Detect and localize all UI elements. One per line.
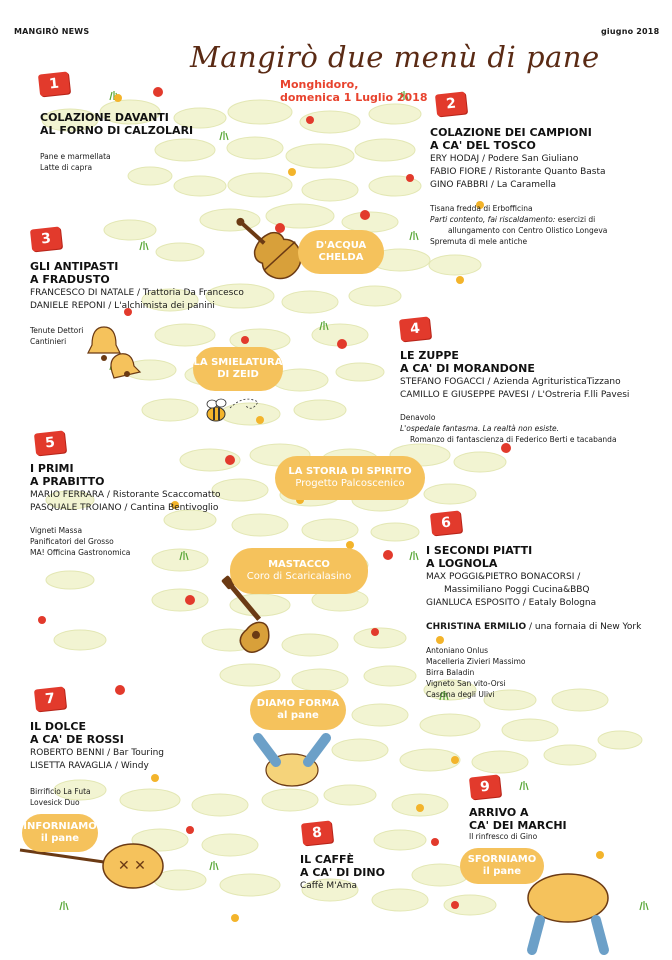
stop-title: A CA' DEL TOSCO (430, 139, 536, 152)
activity-bubble (460, 848, 544, 884)
bells-icon (88, 327, 140, 378)
activity-title: LA SMIELATURA (193, 357, 283, 368)
stop-number-badge: 6 (430, 510, 462, 535)
svg-text:✕ ✕: ✕ ✕ (118, 858, 146, 874)
stop-extra: Birrificio La Futa (30, 787, 91, 796)
stop-extra: Macelleria Zivieri Massimo (426, 657, 526, 666)
stop-title: LE ZUPPE (400, 349, 459, 362)
stop-extra: MA! Officina Gastronomica (30, 548, 131, 557)
activity-subtitle: il pane (482, 866, 522, 877)
stop-extra-italic: Parti contento, fai riscaldamento: (430, 215, 556, 224)
stop-person: DANIELE REPONI / L'alchimista dei panini (30, 301, 215, 311)
stop-number-badge: 7 (34, 686, 66, 711)
stop-title: ARRIVO A (469, 806, 529, 819)
special-guest-name: CHRISTINA ERMILIO (426, 622, 527, 632)
stop-extra: Latte di capra (40, 163, 93, 172)
stop-person: CAMILLO E GIUSEPPE PAVESI / L'Ostreria F.lli Pavesi (400, 390, 630, 400)
activity-subtitle: Coro di Scaricalasino (246, 571, 352, 582)
stop-title: A FRADUSTO (30, 273, 110, 286)
stop-title: A CA' DI DINO (300, 866, 385, 879)
page-title: Mangirò due menù di pane (190, 40, 600, 74)
stop-person: FABIO FIORE / Ristorante Quanto Basta (430, 167, 606, 177)
event-date: domenica 1 Luglio 2018 (280, 91, 428, 104)
stop-person: LISETTA RAVAGLIA / Windy (30, 761, 149, 771)
newsletter-name: MANGIRÒ NEWS (14, 27, 90, 36)
activity-subtitle: il pane (40, 833, 80, 844)
stop-number-badge: 1 (38, 71, 70, 96)
stop-person: MARIO FERRARA / Ristorante Scaccomatto (30, 490, 221, 500)
special-guest-role: / una fornaia di New York (526, 622, 642, 632)
activity-title: INFORNIAMO (23, 821, 97, 832)
stop-extra: L'ospedale fantasma. La realtà non esiste. (400, 424, 560, 433)
stop-number-badge: 4 (399, 316, 431, 341)
stop-number-badge: 3 (30, 226, 62, 251)
stop-person: ROBERTO BENNI / Bar Touring (30, 748, 165, 758)
stop-number-badge: 5 (34, 430, 66, 455)
activity-title: SFORNIAMO (467, 854, 537, 865)
stop-person: GIANLUCA ESPOSITO / Eataly Bologna (426, 598, 597, 608)
stop-extra: Caffè M'Ama (300, 881, 358, 891)
stop-extra: Cantinieri (30, 337, 67, 346)
stop-extra: Tenute Dettori (30, 326, 84, 335)
stop-extra (430, 215, 595, 225)
bread-hands-icon (528, 874, 608, 950)
stop-title: A CA' DI MORANDONE (400, 362, 535, 375)
stop-person: STEFANO FOGACCI / Azienda AgrituristicaTizzano (400, 377, 621, 387)
stop-title: AL FORNO DI CALZOLARI (40, 124, 194, 137)
activity-subtitle: al pane (277, 710, 319, 721)
activity-bubble (193, 347, 283, 391)
stop-title: IL CAFFÈ (300, 853, 355, 866)
event-place: Monghidoro, (280, 78, 359, 91)
activity-subtitle: Progetto Palcoscenico (295, 478, 405, 489)
stop-title: I SECONDI PIATTI (426, 544, 533, 557)
activity-bubble (22, 814, 98, 852)
activity-title: D'ACQUA (315, 240, 367, 251)
stop-title: A PRABITTO (30, 475, 105, 488)
stop-title: CA' DEI MARCHI (469, 819, 567, 832)
issue-date: giugno 2018 (601, 27, 660, 36)
activity-title: DIAMO FORMA (256, 698, 340, 709)
stop-extra: Antoniano Onlus (426, 646, 488, 655)
stop-special-guest (426, 621, 641, 633)
activity-title: MASTACCO (268, 559, 330, 570)
stop-person: ERY HODAJ / Podere San Giuliano (430, 154, 579, 164)
dough-hands-icon (258, 738, 326, 786)
stop-number-badge: 9 (469, 774, 501, 799)
stop-person: PASQUALE TROIANO / Cantina Bentivoglio (30, 503, 219, 513)
stop-extra: Vigneto San vito-Orsi (426, 679, 506, 688)
stop-extra: Cascina degli Ulivi (426, 690, 495, 699)
activity-bubble (275, 456, 425, 500)
activity-bubble (250, 690, 346, 730)
stop-extra-text: esercizi di (557, 215, 596, 224)
stop-title: COLAZIONE DAVANTI (40, 111, 169, 124)
stop-extra: Panificatori del Grosso (30, 537, 114, 546)
stop-title: A CA' DE ROSSI (30, 733, 124, 746)
stop-extra: allungamento con Centro Olistico Longeva (448, 226, 608, 235)
stop-extra: Vigneti Massa (30, 526, 83, 535)
stop-person: GINO FABBRI / La Caramella (430, 180, 557, 190)
stop-extra: Il rinfresco di Gino (469, 832, 538, 841)
stop-title: I PRIMI (30, 462, 74, 475)
stop-extra: Pane e marmellata (40, 152, 111, 161)
stop-number-badge: 2 (435, 91, 467, 116)
stop-title: GLI ANTIPASTI (30, 260, 119, 273)
stop-person: MAX POGGI&PIETRO BONACORSI / (426, 572, 581, 582)
activity-bubble (230, 548, 368, 594)
stop-extra: Lovesick Duo (30, 798, 80, 807)
activity-subtitle: CHELDA (318, 252, 364, 263)
stop-extra: Birra Baladin (426, 668, 475, 677)
activity-bubble (298, 230, 384, 274)
stop-extra: Tisana fredda di Erbofficina (430, 204, 533, 213)
stop-person: FRANCESCO DI NATALE / Trattoria Da Francesco (30, 288, 244, 298)
stop-extra: Denavolo (400, 413, 436, 422)
stop-number-badge: 8 (301, 820, 333, 845)
stop-title: IL DOLCE (30, 720, 87, 733)
activity-subtitle: DI ZEID (217, 369, 259, 380)
stop-person: Massimiliano Poggi Cucina&BBQ (444, 585, 590, 595)
stop-title: A LOGNOLA (426, 557, 498, 570)
stop-extra: Spremuta di mele antiche (430, 237, 528, 246)
stop-title: COLAZIONE DEI CAMPIONI (430, 126, 592, 139)
stop-extra: Romanzo di fantascienza di Federico Berti e tacabanda (410, 435, 617, 444)
activity-title: LA STORIA DI SPIRITO (288, 466, 412, 477)
